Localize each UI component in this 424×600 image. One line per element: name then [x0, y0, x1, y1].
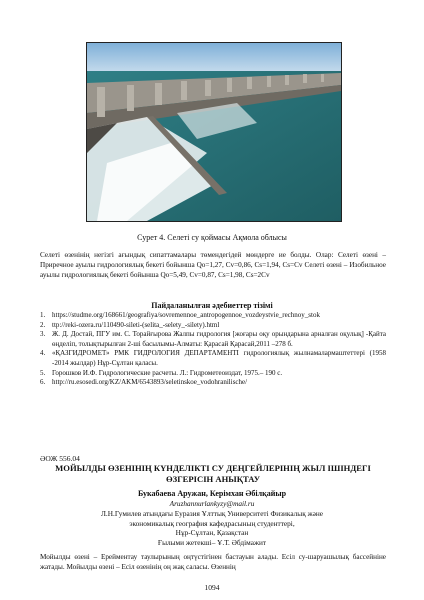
body-paragraph-moiyldy-river: Мойылды өзені – Ерейментау таулырының оңтүстігінен бастауын алады. Есіл су-шаруашылық бассейніне жатады. Мойылды өзені – Есіл өзенінің оң жақ саласы. Өзеннің — [40, 553, 386, 571]
article-authors: Букабаева Аружан, Керімхан Әбілқайыр — [137, 489, 287, 498]
references-heading: Пайдаланылған әдебиеттер тізімі — [151, 301, 273, 310]
affiliation-line: экономикалық география кафедрасының студенттері, — [129, 518, 295, 528]
page-number: 1094 — [204, 583, 220, 592]
author-email[interactable]: Aruzhannurlankyzy@mail.ru — [169, 499, 255, 508]
reference-item: 5. Горошков И.Ф. Гидрологические расчеты. Л.: Гидрометеоиздат, 1975.– 190 с. — [40, 368, 283, 377]
udc-code: ӘОЖ 556.04 — [40, 454, 80, 463]
figure-caption: Сурет 4. Селеті су қоймасы Ақмола облысы — [137, 233, 287, 242]
reference-text: Ж. Д. Достай, ПГУ им. С. Торайғырова Жалпы гидрология [жоғары оқу орындарына арналған оқулық] -Қайта өңделіп, толықтырылған 2-ші басылымы-Алматы: Қарасай Қарасай,2011 –278 б. — [52, 330, 386, 348]
reference-text: Горошков И.Ф. Гидрологические расчеты. Л.: Гидрометеоиздат, 1975.– 190 с. — [52, 368, 283, 377]
reservoir-photo — [86, 42, 342, 222]
reference-link[interactable]: http://ru.esosedi.org/KZ/AKM/6543893/seletinskoe_vodohranilische/ — [52, 378, 248, 387]
reference-text: «ҚАЗГИДРОМЕТ» РМК ГИДРОЛОГИЯ ДЕПАРТАМЕНТІ гидрологиялық жылнамалармаштеттері (1958 -2014 жылдар) Нұр-Сұлтан қаласы. — [52, 349, 386, 367]
reservoir-photo-illustration — [87, 43, 341, 221]
reference-item: 1. https://studme.org/168661/geografiya/sovremennoe_antropogennoe_vozdeystvie_rechnoy_stok — [40, 311, 320, 319]
reference-item: 6. http://ru.esosedi.org/KZ/AKM/6543893/seletinskoe_vodohranilische/ — [40, 378, 248, 387]
affiliation-line: Нұр-Сұлтан, Қазақстан — [175, 528, 249, 538]
author-affiliation — [0, 509, 424, 547]
reference-item: 3. Ж. Д. Достай, ПГУ им. С. Торайғырова Жалпы гидрология [жоғары оқу орындарына арналған оқулық] -Қайта өңделіп, толықтырылған 2-ші басылымы-Алматы: Қарасай Қарасай,2011 –278 б. — [40, 330, 386, 348]
body-paragraph-flow-characteristics: Селеті өзенінің негізгі ағындық сипаттамалары төмендегідей мөндерге ие болды. Олар: Селеті өзені – Приречное ауылы гидрологиялық бекеті бойынша Qo=1,27, Cv=0,86, Cs=1,94, Cs=Cv Селеті өзені – Изобильное ауылы гидрологиялық бекеті бойынша Qo=5,49, Cv=0,87, Cs=1,98, Cs=2Cv — [40, 251, 386, 279]
article-title: МОЙЫЛДЫ ӨЗЕНІНІҢ КҮНДЕЛІКТІ СУ ДЕҢГЕЙЛЕРІНІҢ ЖЫЛ ІШІНДЕГІ ӨЗГЕРІСІН АНЫҚТАУ — [55, 463, 371, 484]
affiliation-line: Л.Н.Гумилев атындағы Еуразия Ұлттық Университеті Физикалық және — [100, 509, 324, 518]
reference-item: 4. «ҚАЗГИДРОМЕТ» РМК ГИДРОЛОГИЯ ДЕПАРТАМЕНТІ гидрологиялық жылнамалармаштеттері (1958 -2014 жылдар) Нұр-Сұлтан қаласы. — [40, 349, 386, 367]
reference-link[interactable]: ttp://reki-ozera.ru/110490-sileti-(selita_-selety_-silety).html — [52, 320, 220, 329]
reference-item: 2. ttp://reki-ozera.ru/110490-sileti-(selita_-selety_-silety).html — [40, 320, 220, 329]
reference-link[interactable]: https://studme.org/168661/geografiya/sovremennoe_antropogennoe_vozdeystvie_rechnoy_stok — [52, 311, 320, 319]
supervisor-line: Ғылыми жетекші– Ұ.Т. Әбдімажит — [157, 537, 267, 547]
references-list — [40, 311, 386, 388]
